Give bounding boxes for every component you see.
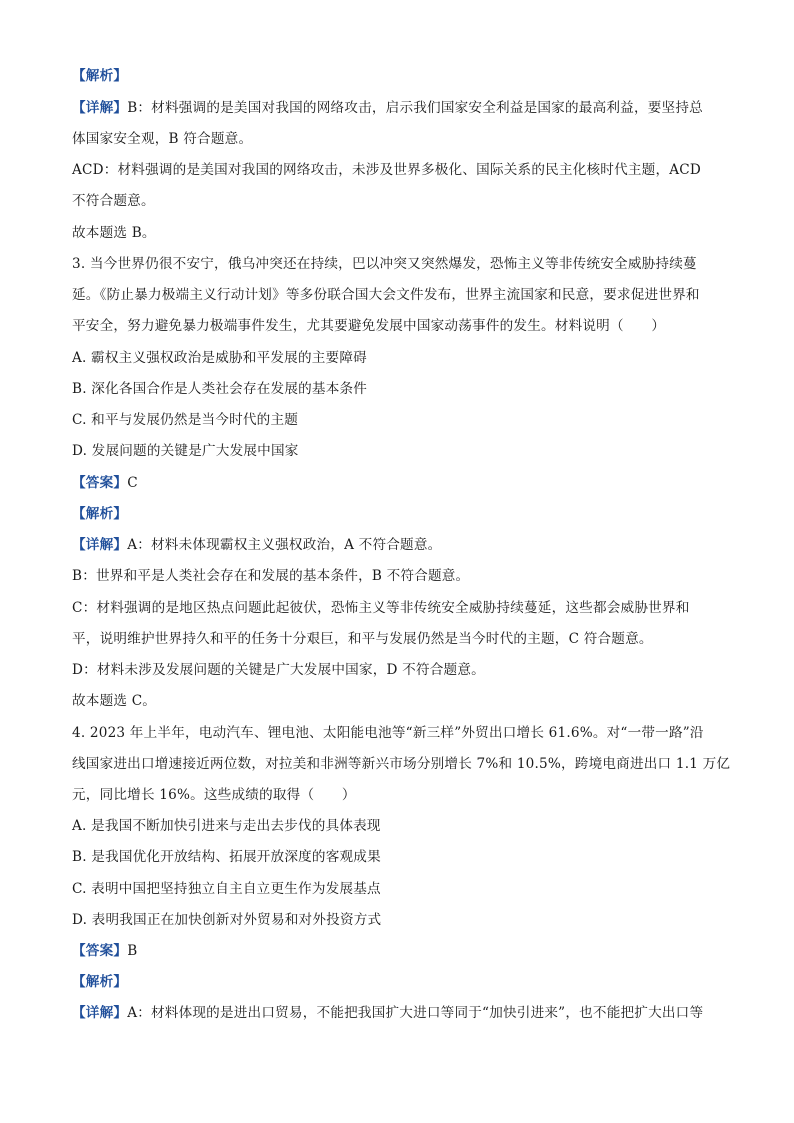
text-line (72, 160, 732, 180)
text-line (72, 285, 732, 305)
line-text: C：材料强调的是地区热点问题此起彼伏，恐怖主义等非传统安全威胁持续蔓延，这些都会威胁世界和 (72, 600, 690, 616)
line-text: 线国家进出口增速接近两位数，对拉美和非洲等新兴市场分别增长 7%和 10.5%，跨境电商进出口 1.1 万亿 (72, 756, 731, 772)
line-text: 不符合题意。 (72, 193, 155, 209)
line-text: ACD：材料强调的是美国对我国的网络攻击，未涉及世界多极化、国际关系的民主化核时代主题，ACD (72, 162, 701, 178)
line-text: 故本题选 C。 (72, 693, 157, 709)
text-line (72, 598, 732, 618)
text-line (72, 504, 732, 524)
text-line (72, 1003, 732, 1023)
text-line (72, 723, 732, 743)
line-text: 4. 2023 年上半年，电动汽车、锂电池、太阳能电池等“新三样”外贸出口增长 61.6%。对“一带一路”沿 (72, 725, 704, 741)
line-text: 3. 当今世界仍很不安宁，俄乌冲突还在持续，巴以冲突又突然爆发，恐怖主义等非传统安全威胁持续蔓 (72, 256, 697, 272)
line-text: B. 是我国优化开放结构、拓展开放深度的客观成果 (72, 849, 381, 865)
section-tag: 【解析】 (72, 68, 128, 84)
line-text: 延。《防止暴力极端主义行动计划》等多份联合国大会文件发布，世界主流国家和民意，要求促进世界和 (72, 287, 700, 303)
section-tag: 【详解】 (72, 537, 128, 553)
text-line (72, 254, 732, 274)
text-line (72, 66, 732, 86)
section-tag: 【答案】 (72, 475, 128, 491)
line-text: 故本题选 B。 (72, 225, 156, 241)
text-line (72, 316, 732, 336)
text-line (72, 348, 732, 368)
line-text: D. 表明我国正在加快创新对外贸易和对外投资方式 (72, 912, 382, 928)
text-line (72, 972, 732, 992)
text-line (72, 785, 732, 805)
text-line (72, 879, 732, 899)
text-line (72, 98, 732, 118)
line-text: A：材料体现的是进出口贸易，不能把我国扩大进口等同于“加快引进来”，也不能把扩大出口等 (127, 1005, 704, 1021)
text-line (72, 379, 732, 399)
text-line (72, 191, 732, 211)
text-line (72, 691, 732, 711)
text-line (72, 129, 732, 149)
text-line (72, 941, 732, 961)
section-tag: 【解析】 (72, 506, 128, 522)
line-text: A. 是我国不断加快引进来与走出去步伐的具体表现 (72, 818, 381, 834)
text-line (72, 566, 732, 586)
text-line (72, 629, 732, 649)
line-text: D. 发展问题的关键是广大发展中国家 (72, 443, 299, 459)
text-line (72, 441, 732, 461)
line-text: C. 和平与发展仍然是当今时代的主题 (72, 412, 299, 428)
line-text: C (127, 475, 138, 491)
line-text: B. 深化各国合作是人类社会存在发展的基本条件 (72, 381, 368, 397)
text-line (72, 847, 732, 867)
line-text: B：材料强调的是美国对我国的网络攻击，启示我们国家安全利益是国家的最高利益，要坚持总 (127, 100, 703, 116)
text-line (72, 754, 732, 774)
text-line (72, 816, 732, 836)
text-line (72, 660, 732, 680)
line-text: B：世界和平是人类社会存在和发展的基本条件，B 不符合题意。 (72, 568, 470, 584)
line-text: 平，说明维护世界持久和平的任务十分艰巨，和平与发展仍然是当今时代的主题，C 符合题意。 (72, 631, 653, 647)
line-text: B (127, 943, 138, 959)
text-line (72, 410, 732, 430)
line-text: D：材料未涉及发展问题的关键是广大发展中国家，D 不符合题意。 (72, 662, 485, 678)
line-text: A. 霸权主义强权政治是威胁和平发展的主要障碍 (72, 350, 367, 366)
section-tag: 【解析】 (72, 974, 128, 990)
line-text: 元，同比增长 16%。这些成绩的取得（ ） (72, 787, 356, 803)
section-tag: 【答案】 (72, 943, 128, 959)
section-tag: 【详解】 (72, 1005, 128, 1021)
line-text: 平安全，努力避免暴力极端事件发生，尤其要避免发展中国家动荡事件的发生。材料说明（ ） (72, 318, 666, 334)
text-line (72, 535, 732, 555)
text-line (72, 473, 732, 493)
line-text: A：材料未体现霸权主义强权政治，A 不符合题意。 (127, 537, 442, 553)
line-text: C. 表明中国把坚持独立自主自立更生作为发展基点 (72, 881, 381, 897)
text-line (72, 910, 732, 930)
text-line (72, 223, 732, 243)
line-text: 体国家安全观，B 符合题意。 (72, 131, 253, 147)
section-tag: 【详解】 (72, 100, 128, 116)
